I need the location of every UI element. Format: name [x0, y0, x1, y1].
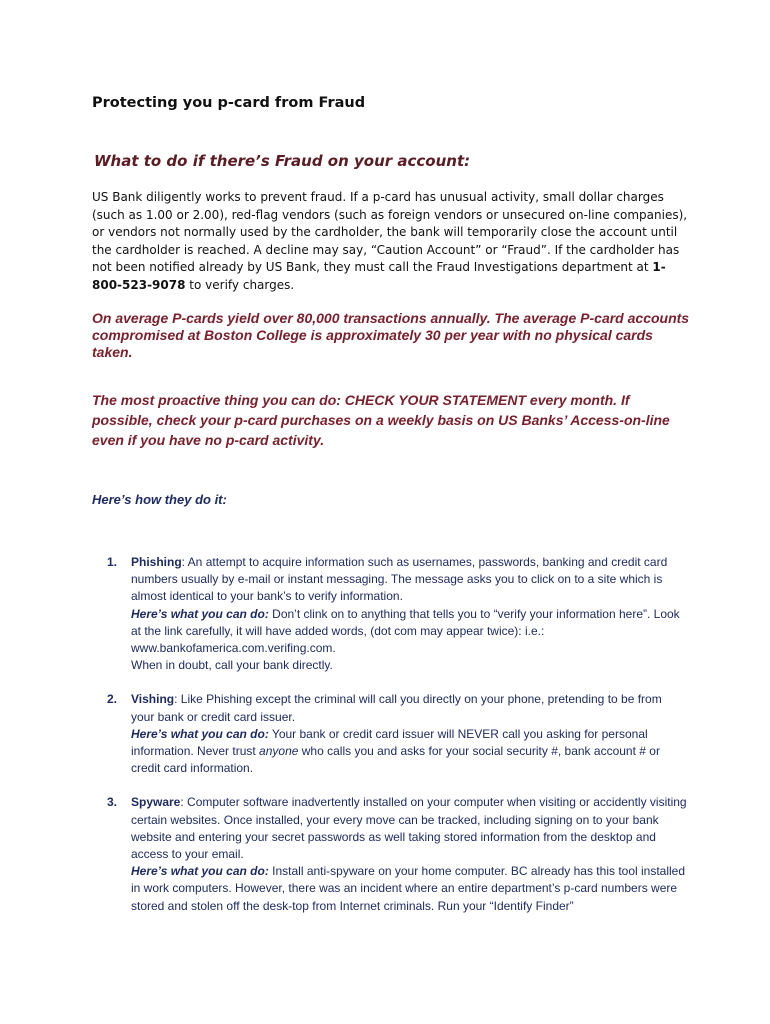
advice-label: Here’s what you can do: [131, 726, 269, 741]
list-number: 1. [107, 555, 118, 569]
fraud-phone-number: 1-800-523-9078 [92, 260, 666, 292]
fraud-methods-list [107, 554, 687, 932]
intro-paragraph [92, 189, 692, 295]
list-item-vishing [107, 691, 687, 777]
advice-text: Don’t clink on to anything that tells you to “verify your information here”. Look at the link carefully, it will have added words, (dot com may appear twice): i.e.: www.bankofamerica.com.verifing.com. [131, 606, 680, 656]
advice-label: Here’s what you can do: [131, 864, 269, 879]
statistics-callout: On average P-cards yield over 80,000 transactions annually. The average P-card accounts compromised at Boston College is approximately 30 per year with no physical cards taken. [92, 310, 690, 360]
term-vishing: Vishing [131, 692, 175, 707]
term-phishing: Phishing [131, 555, 182, 569]
section-subtitle: What to do if there’s Fraud on your account: [94, 152, 471, 170]
list-number: 2. [107, 692, 118, 707]
list-item-phishing [107, 554, 687, 674]
intro-text: US Bank diligently works to prevent fraud. If a p-card has unusual activity, small dollar charges (such as 1.00 or 2.00), red-flag vendors (such as foreign vendors or unsecured on-line companies), or vendors not normally used by the cardholder, the bank will temporarily close the account until the cardholder is reached. A decline may say, “Caution Account” or “Fraud”. If the cardholder has not been notified already by US Bank, they must call the Fraud Investigations department at [92, 190, 688, 275]
proactive-callout: The most proactive thing you can do: CHECK YOUR STATEMENT every month. If possible, check your p-card purchases on a weekly basis on US Banks’ Access-on-line even if you have no p-card activity. [92, 392, 670, 448]
term-spyware: Spyware [131, 795, 181, 810]
item-description: : An attempt to acquire information such as usernames, passwords, banking and credit card numbers usually by e-mail or instant messaging. The message asks you to click on to a site which is almost identical to your bank’s to verify information. [131, 555, 668, 604]
page-title: Protecting you p-card from Fraud [92, 95, 366, 111]
intro-text-end: to verify charges. [189, 277, 295, 292]
list-item-spyware [107, 794, 687, 914]
item-description: : Like Phishing except the criminal will call you directly on your phone, pretending to be from your bank or credit card issuer. [131, 692, 662, 724]
item-description: : Computer software inadvertently installed on your computer when visiting or accidently visiting certain websites. Once installed, your every move can be tracked, including signing on to your bank website and entering your secret passwords as well taking stored information from the desktop and access to your email. [131, 795, 687, 862]
advice-extra: When in doubt, call your bank directly. [131, 658, 333, 673]
advice-text: Install anti-spyware on your home computer. BC already has this tool installed in work computers. However, there was an incident where an entire department’s p-card numbers were stored and stolen off the desk-top from Internet criminals. Run your “Identify Finder” [131, 864, 686, 913]
advice-emphasis: anyone [259, 744, 299, 759]
advice-text: Your bank or credit card issuer will NEVER call you asking for personal information. Never trust [131, 726, 648, 759]
advice-label: Here’s what you can do: [131, 606, 269, 621]
list-number: 3. [107, 795, 118, 810]
advice-tail: who calls you and asks for your social security #, bank account # or credit card information. [131, 744, 660, 776]
how-they-do-it-heading: Here’s how they do it: [92, 492, 227, 507]
